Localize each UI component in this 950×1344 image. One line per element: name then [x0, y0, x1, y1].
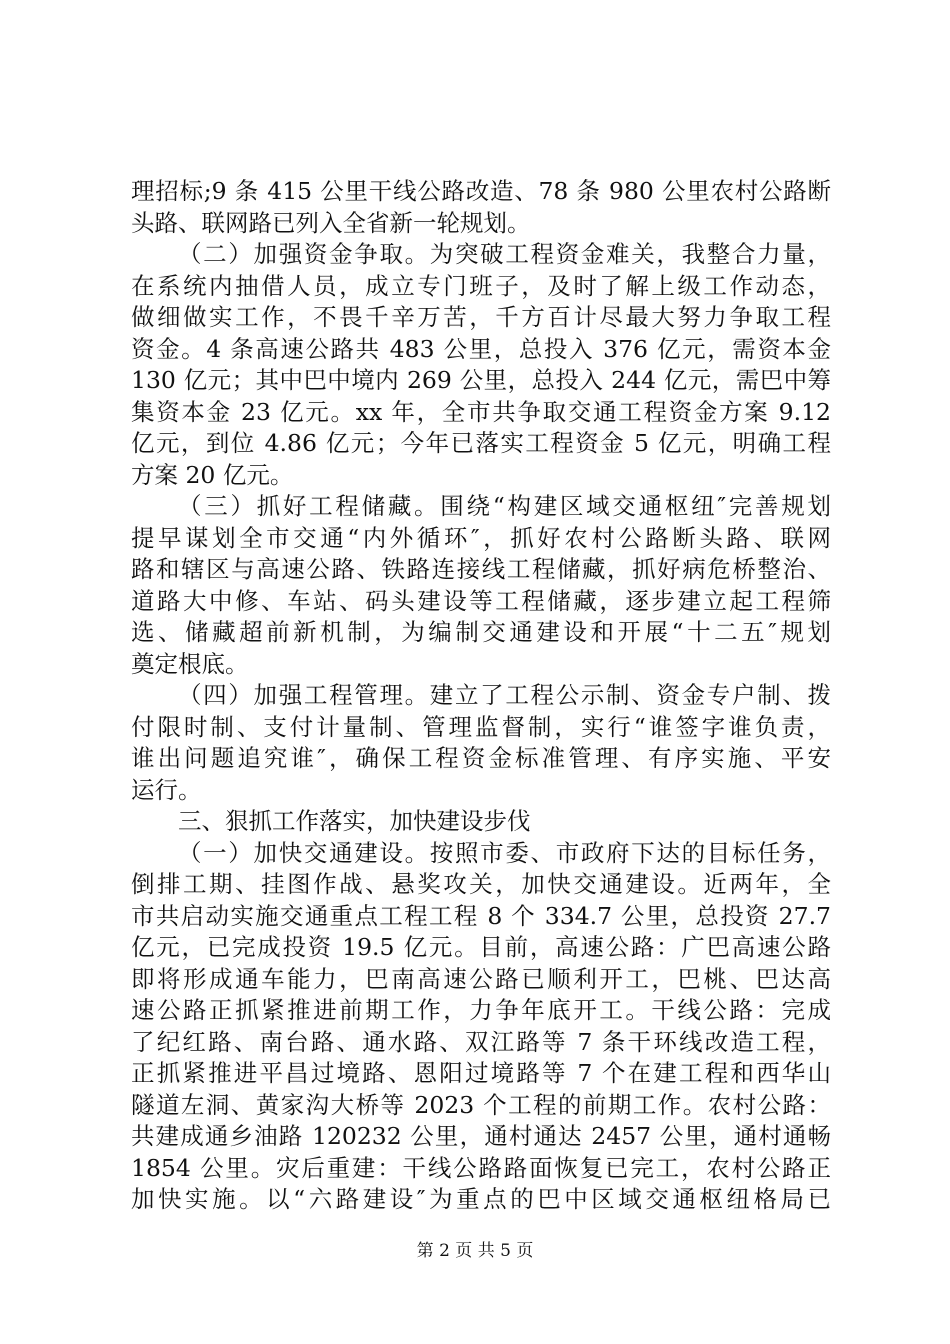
text-line: 谁出问题追究谁″，确保工程资金标准管理、有序实施、平安: [131, 744, 831, 772]
text-line: 奠定根底。: [131, 649, 249, 678]
text-line: （二）加强资金争取。为突破工程资金难关，我整合力量，: [178, 240, 831, 268]
document-body: [131, 176, 831, 1216]
text-line: 三、狠抓工作落实，加快建设步伐: [178, 807, 531, 835]
text-line: 提早谋划全市交通“内外循环″，抓好农村公路断头路、联网: [131, 523, 831, 552]
text-line: 共建成通乡油路 120232 公里，通村通达 2457 公里，通村通畅: [131, 1122, 831, 1150]
text-line: 亿元，到位 4.86 亿元；今年已落实工程资金 5 亿元，明确工程: [131, 429, 831, 457]
text-line: 了纪红路、南台路、通水路、双江路等 7 条干环线改造工程，: [131, 1027, 831, 1056]
text-line: 即将形成通车能力，巴南高速公路已顺利开工，巴桃、巴达高: [131, 964, 831, 993]
text-line: 在系统内抽借人员，成立专门班子，及时了解上级工作动态，: [131, 271, 831, 300]
text-line: 理招标;9 条 415 公里干线公路改造、78 条 980 公里农村公路断: [131, 177, 831, 205]
text-line: 速公路正抓紧推进前期工作，力争年底开工。干线公路：完成: [131, 996, 831, 1024]
text-line: 1854 公里。灾后重建：干线公路路面恢复已完工，农村公路正: [131, 1153, 831, 1182]
text-line: 130 亿元；其中巴中境内 269 公里，总投入 244 亿元，需巴中筹: [131, 366, 831, 394]
text-line: （三）抓好工程储藏。围绕“构建区域交通枢纽″完善规划: [178, 492, 831, 520]
text-line: 付限时制、支付计量制、管理监督制，实行“谁签字谁负责，: [131, 712, 831, 741]
page-footer: 第 2 页 共 5 页: [416, 1241, 534, 1261]
text-line: 资金。4 条高速公路共 483 公里，总投入 376 亿元，需资本金: [131, 334, 831, 363]
text-line: 隧道左洞、黄家沟大桥等 2023 个工程的前期工作。农村公路：: [131, 1090, 831, 1119]
text-line: 做细做实工作，不畏千辛万苦，千方百计尽最大努力争取工程: [131, 303, 831, 331]
text-line: 头路、联网路已列入全省新一轮规划。: [131, 208, 531, 237]
text-line: 运行。: [131, 775, 202, 804]
text-line: （四）加强工程管理。建立了工程公示制、资金专户制、拨: [178, 681, 831, 709]
text-line: （一）加快交通建设。按照市委、市政府下达的目标任务，: [178, 838, 831, 867]
text-line: 路和辖区与高速公路、铁路连接线工程储藏，抓好病危桥整治、: [131, 555, 831, 583]
text-line: 方案 20 亿元。: [131, 460, 294, 489]
text-line: 道路大中修、车站、码头建设等工程储藏，逐步建立起工程筛: [131, 586, 831, 615]
text-line: 选、储藏超前新机制，为编制交通建设和开展“十二五″规划: [131, 618, 831, 646]
text-line: 倒排工期、挂图作战、悬奖攻关，加快交通建设。近两年，全: [131, 870, 831, 898]
text-line: 加快实施。以“六路建设″为重点的巴中区域交通枢纽格局已: [131, 1185, 831, 1213]
text-line: 市共启动实施交通重点工程工程 8 个 334.7 公里，总投资 27.7: [131, 901, 831, 930]
text-line: 集资本金 23 亿元。xx 年，全市共争取交通工程资金方案 9.12: [131, 397, 831, 426]
text-line: 亿元，已完成投资 19.5 亿元。目前，高速公路：广巴高速公路: [131, 933, 831, 961]
text-line: 正抓紧推进平昌过境路、恩阳过境路等 7 个在建工程和西华山: [131, 1059, 831, 1087]
